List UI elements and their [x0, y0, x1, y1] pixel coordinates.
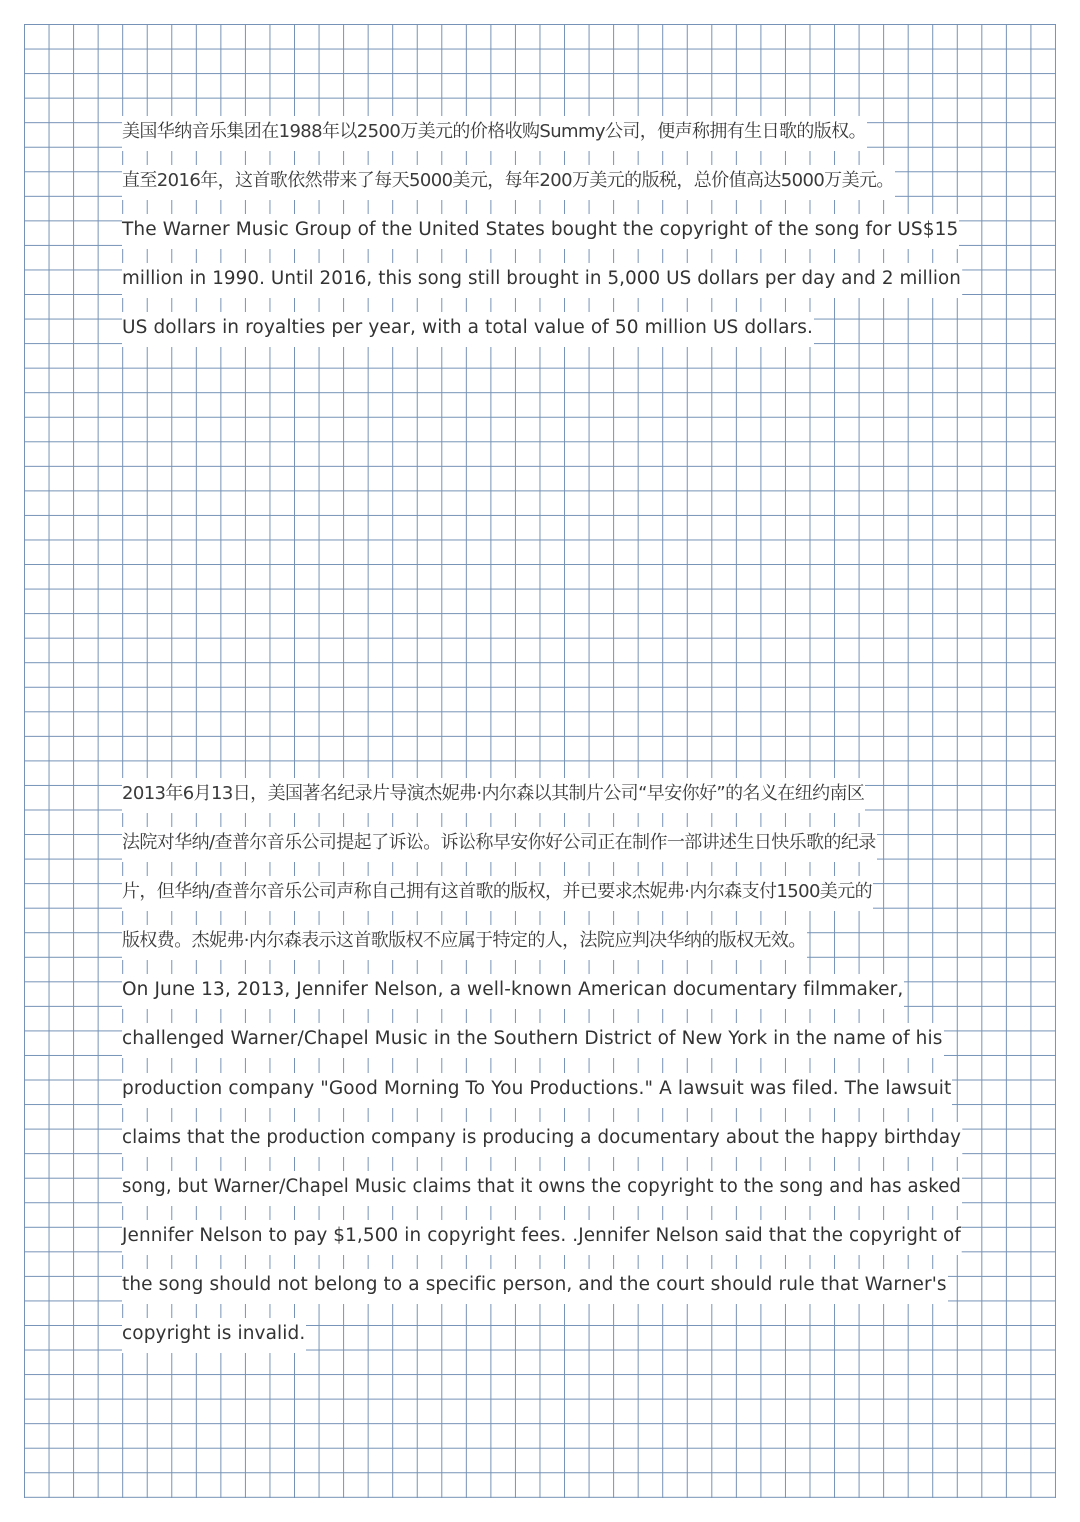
text-line-content: 法院对华纳/查普尔音乐公司提起了诉讼。诉讼称早安你好公司正在制作一部讲述生日快乐歌的纪录: [122, 827, 877, 862]
text-line: [122, 165, 962, 214]
text-line: [122, 214, 962, 263]
text-line: [122, 974, 962, 1023]
text-line: [122, 778, 962, 827]
text-line: [122, 925, 962, 974]
text-line: [122, 1220, 962, 1269]
text-line: [122, 116, 962, 165]
text-line-content: claims that the production company is producing a documentary about the happy birthday: [122, 1122, 962, 1157]
text-line-content: challenged Warner/Chapel Music in the Southern District of New York in the name of his: [122, 1023, 944, 1058]
text-line-content: Jennifer Nelson to pay $1,500 in copyright fees. .Jennifer Nelson said that the copyright of: [122, 1220, 962, 1255]
text-line: [122, 1318, 962, 1367]
text-line: [122, 1122, 962, 1171]
paragraph-1: [122, 116, 962, 361]
text-line-content: 美国华纳音乐集团在1988年以2500万美元的价格收购Summy公司，便声称拥有生日歌的版权。: [122, 116, 867, 151]
text-line-content: 版权费。杰妮弗·内尔森表示这首歌版权不应属于特定的人，法院应判决华纳的版权无效。: [122, 925, 807, 960]
text-line-content: song, but Warner/Chapel Music claims that it owns the copyright to the song and has asked: [122, 1171, 962, 1206]
text-line: [122, 876, 962, 925]
text-line: [122, 312, 962, 361]
text-line-content: 直至2016年，这首歌依然带来了每天5000美元，每年200万美元的版税，总价值高达5000万美元。: [122, 165, 895, 200]
text-line-content: On June 13, 2013, Jennifer Nelson, a well-known American documentary filmmaker,: [122, 974, 904, 1009]
text-line: [122, 263, 962, 312]
text-line-content: copyright is invalid.: [122, 1318, 306, 1353]
text-line-content: 片，但华纳/查普尔音乐公司声称自己拥有这首歌的版权，并已要求杰妮弗·内尔森支付1500美元的: [122, 876, 873, 911]
paragraph-2: [122, 778, 962, 1367]
text-line-content: The Warner Music Group of the United States bought the copyright of the song for US$15: [122, 214, 959, 249]
text-line-content: 2013年6月13日，美国著名纪录片导演杰妮弗·内尔森以其制片公司“早安你好”的名义在纽约南区: [122, 778, 865, 813]
text-line-content: the song should not belong to a specific person, and the court should rule that Warner's: [122, 1269, 948, 1304]
text-line: [122, 1073, 962, 1122]
text-line-content: US dollars in royalties per year, with a total value of 50 million US dollars.: [122, 312, 814, 347]
text-line-content: million in 1990. Until 2016, this song still brought in 5,000 US dollars per day and 2 million: [122, 263, 962, 298]
text-line: [122, 827, 962, 876]
text-line: [122, 1171, 962, 1220]
text-line: [122, 1269, 962, 1318]
text-line-content: production company "Good Morning To You Productions." A lawsuit was filed. The lawsuit: [122, 1073, 952, 1108]
text-line: [122, 1023, 962, 1072]
